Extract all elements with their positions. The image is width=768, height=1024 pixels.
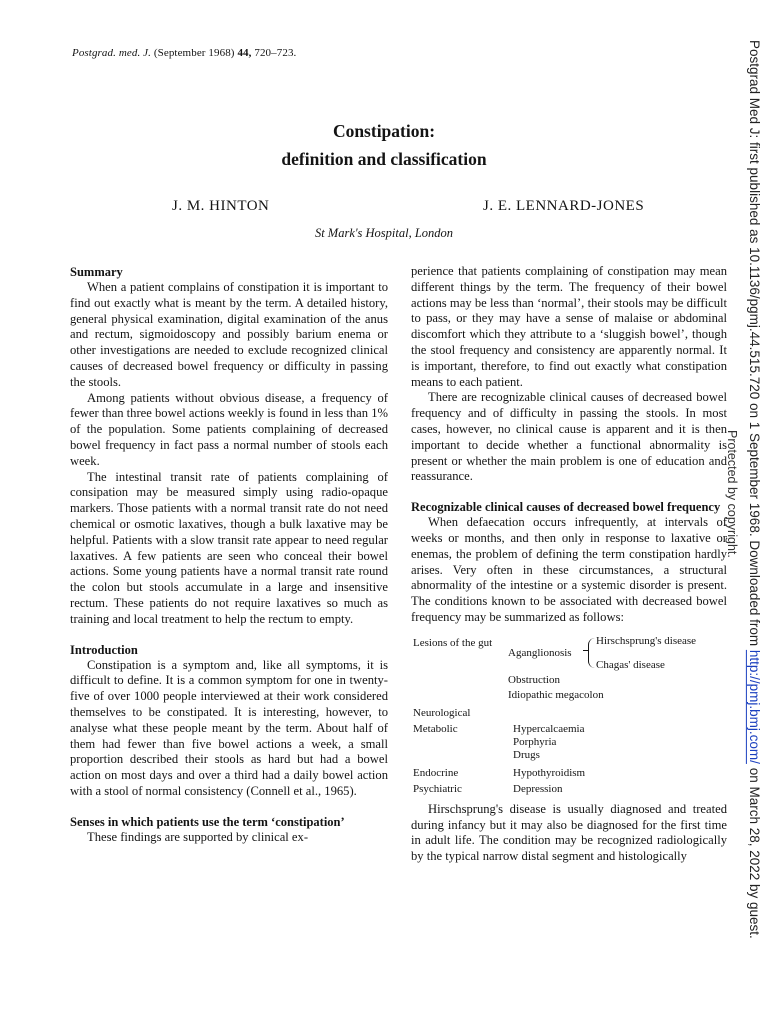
condition-hirschsprung: Hirschsprung's disease: [596, 634, 697, 647]
summary-paragraph-2: Among patients without obvious disease, a frequency of fewer than three bowel actions weekly is found in less than 1% of the population. Some patients complaining of decreased bowel frequency in fact pass a normal number of stools each week.: [70, 390, 388, 468]
condition-megacolon: Idiopathic megacolon: [508, 688, 604, 701]
condition-hypercalcaemia: Hypercalcaemia: [513, 722, 585, 735]
causes-heading: Recognizable clinical causes of decreased bowel frequency: [411, 500, 721, 515]
download-notice-text: Postgrad Med J: first published as 10.1136/pgmj.44.515.720 on 1 September 1968. Downloaded from: [747, 40, 762, 650]
condition-chagas: Chagas' disease: [596, 658, 665, 671]
copyright-notice: Protected by copyright.: [725, 430, 739, 558]
defaecation-paragraph: When defaecation occurs infrequently, at intervals of weeks or months, and then only in response to laxative or enemas, the problem of defining the term constipation hardly arises. Very often in these circumstances, a structural abnormality of the intestine or a systemic disorder is present. The conditions known to be associated with decreased bowel frequency may be summarized as follows:: [411, 515, 727, 624]
journal-citation: [72, 47, 296, 59]
right-column: [411, 264, 727, 865]
journal-link[interactable]: http://pmj.bmj.com/: [747, 649, 762, 764]
article-subtitle: definition and classification: [281, 149, 487, 169]
brace-symbol: [588, 638, 595, 668]
summary-paragraph-1: When a patient complains of constipation it is important to find out exactly what is meant by the term. A detailed history, general physical examination, digital examination of the anus and rectum, sigmoidoscopy and possibly barium enema or other investigations are needed to exclude recognized clinical causes of decreased bowel frequency or difficulty in passing the stools.: [70, 280, 388, 389]
condition-obstruction: Obstruction: [508, 673, 560, 686]
hirschsprung-paragraph: Hirschsprung's disease is usually diagnosed and treated during infancy but it may also be diagnosed for the first time in adult life. The condition may be recognized radiologically by the typical narrow distal segment and histologically: [411, 801, 727, 864]
affiliation: St Mark's Hospital, London: [314, 226, 454, 240]
category-neurological: Neurological: [413, 706, 471, 719]
condition-drugs: Drugs: [513, 748, 540, 761]
article-title: Constipation:: [332, 121, 436, 141]
introduction-heading: Introduction: [70, 642, 138, 657]
summary-heading: Summary: [70, 265, 123, 279]
experience-paragraph: perience that patients complaining of constipation may mean different things by the term. The frequency of their bowel actions may be less than ‘normal’, their stools may be difficult to pass, or they may have a sense of malaise or abdominal discomfort which they attribute to a ‘sluggish bowel’, though the stool frequency and consistency are apparently normal. It is important, therefore, to find out exactly what constipation means to each patient.: [411, 264, 727, 389]
citation-date: (September 1968): [153, 47, 235, 59]
condition-hypothyroidism: Hypothyroidism: [513, 766, 586, 779]
condition-porphyria: Porphyria: [513, 735, 557, 748]
author-hinton: J. M. HINTON: [172, 198, 270, 214]
category-metabolic: Metabolic: [413, 722, 458, 735]
senses-paragraph: These findings are supported by clinical ex-: [87, 829, 309, 844]
condition-aganglionosis: Aganglionosis: [508, 646, 572, 659]
download-notice: [746, 40, 762, 939]
summary-paragraph-3: The intestinal transit rate of patients complaining of consipation may be measured simply using radio-opaque markers. Those patients with a normal transit rate do not need chemical or osmotic laxatives, though a bulk laxative may be helpful. Patients with a slow transit rate appear to need regular laxatives. A few patients are seen who conceal their bowel actions. Some young patients have a normal transit rate round the colon but stools accumulate in a large and insensitive rectum. These patients do not require laxatives so much as training and local treatment to help the rectum to empty.: [70, 469, 388, 626]
category-lesions: Lesions of the gut: [413, 636, 493, 649]
category-psychiatric: Psychiatric: [413, 782, 462, 795]
citation-journal: Postgrad. med. J.: [72, 47, 151, 59]
citation-pages: 720–723.: [254, 47, 297, 59]
citation-volume: 44,: [237, 47, 252, 59]
introduction-paragraph: Constipation is a symptom and, like all symptoms, it is difficult to define. It is a common symptom for one in twenty-five of over 1000 people interviewed at their work considered themselves to be constipated. It is interesting, however, to analyse what these people meant by the term. About half of them had fewer than five bowel actions a week, a small proportion described their stools as hard but had a bowel action on most days and over a third had a daily bowel action with a stool of normal consistency (Connell et al., 1965).: [70, 657, 388, 798]
conditions-table: [411, 634, 727, 795]
category-endocrine: Endocrine: [413, 766, 459, 779]
author-lennard-jones: J. E. LENNARD-JONES: [483, 198, 645, 214]
download-notice-date: on March 28, 2022 by guest.: [747, 763, 762, 939]
senses-heading: Senses in which patients use the term ‘constipation’: [70, 814, 345, 829]
left-column: [70, 264, 388, 846]
condition-depression: Depression: [513, 782, 563, 795]
causes-paragraph: There are recognizable clinical causes of decreased bowel frequency and of difficulty in passing the stools. In most cases, however, no clinical cause is apparent and it is then important to decide whether a functional abnormality is present or whether the main problem is one of education and reassurance.: [411, 390, 727, 484]
